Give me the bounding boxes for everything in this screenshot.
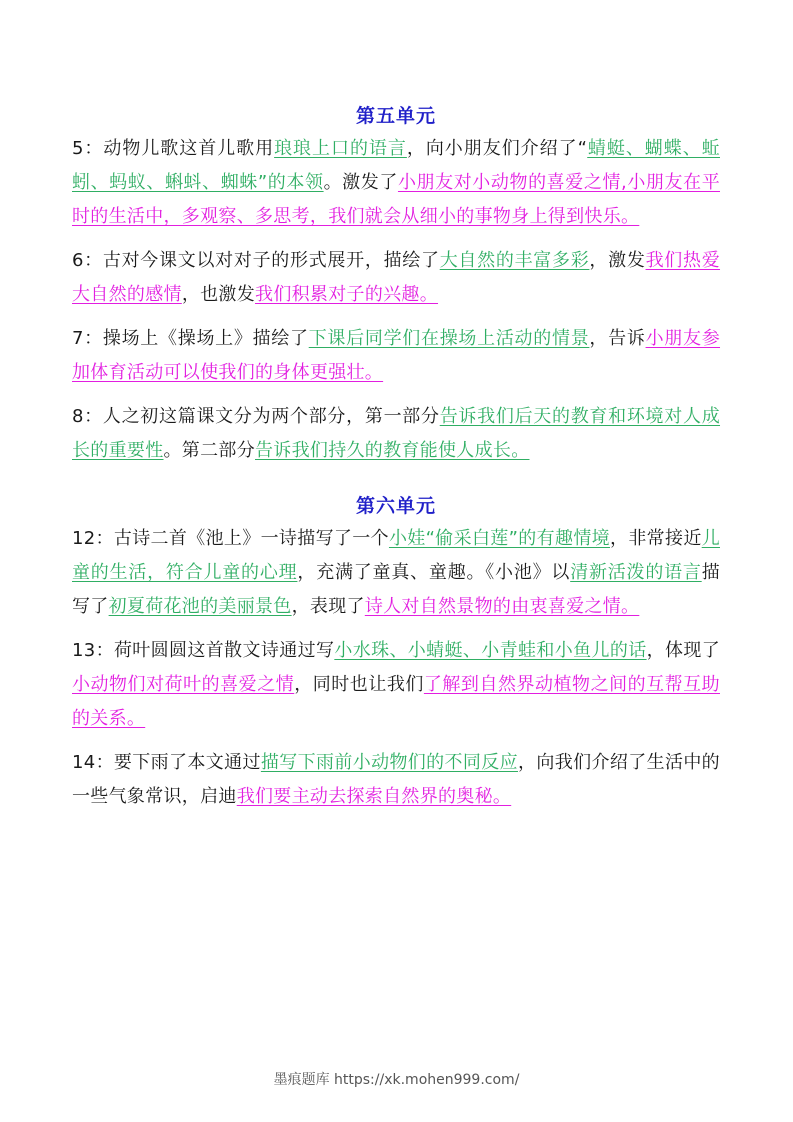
green-highlight-text: 清新活泼的语言	[570, 562, 702, 583]
body-text: 6：古对今课文以对对子的形式展开，描绘了	[72, 250, 440, 271]
unit-5-section	[72, 100, 720, 468]
green-highlight-text: 下课后同学们在操场上活动的情景	[308, 328, 590, 349]
magenta-highlight-text: 我们积累对子的兴趣。	[255, 284, 439, 305]
body-text: 12：古诗二首《池上》一诗描写了一个	[72, 528, 389, 549]
item-14-paragraph	[72, 746, 720, 814]
body-text: ，告诉	[589, 328, 646, 349]
green-highlight-text: 小娃“偷采白莲”的有趣情境	[388, 528, 610, 549]
item-6-paragraph	[72, 244, 720, 312]
magenta-highlight-text: 小朋友对小动物的喜爱之情,小朋友在平时的生活中，多观察、多思考，我们就会从细小的事物身上得到快乐。	[72, 172, 720, 227]
item-5-paragraph	[72, 132, 720, 234]
body-text: ，非常接近	[610, 528, 702, 549]
body-text: ，也激发	[181, 284, 256, 305]
body-text: ，向我们介绍了生活中的一些气象常识，启迪	[72, 752, 720, 807]
magenta-highlight-text: 诗人对自然景物的由衷喜爱之情。	[364, 596, 640, 617]
body-text: 7：操场上《操场上》描绘了	[72, 328, 309, 349]
unit-6-section	[72, 490, 720, 814]
item-13-paragraph	[72, 634, 720, 736]
body-text: 描写了	[72, 562, 720, 617]
magenta-highlight-text: 小朋友参加体育活动可以使我们的身体更强壮。	[72, 328, 721, 383]
magenta-highlight-text: 我们要主动去探索自然界的奥秘。	[236, 786, 512, 807]
body-text: 。激发了	[323, 172, 398, 193]
body-text: 8：人之初这篇课文分为两个部分，第一部分	[72, 406, 440, 427]
body-text: 14：要下雨了本文通过	[72, 752, 261, 773]
item-7-paragraph	[72, 322, 720, 390]
green-highlight-text: 初夏荷花池的美丽景色	[108, 596, 292, 617]
footer-watermark: 墨痕题库 https://xk.mohen999.com/	[273, 1072, 520, 1088]
green-highlight-text: 琅琅上口的语言	[274, 138, 407, 159]
green-highlight-text: 大自然的丰富多彩	[439, 250, 590, 271]
body-text: ，激发	[589, 250, 646, 271]
document-page	[72, 100, 720, 824]
green-highlight-text: 小水珠、小蜻蜓、小青蛙和小鱼儿的话	[334, 640, 647, 661]
unit-5-title: 第五单元	[355, 105, 436, 127]
body-text: ，体现了	[646, 640, 720, 661]
body-text: 13：荷叶圆圆这首散文诗通过写	[72, 640, 335, 661]
unit-6-title: 第六单元	[355, 495, 436, 517]
green-highlight-text: 描写下雨前小动物们的不同反应	[260, 752, 519, 773]
body-text: ，表现了	[291, 596, 365, 617]
body-text: ，向小朋友们介绍了“	[406, 138, 588, 159]
green-highlight-text: 蜻蜓、蝴蝶、蚯蚓、蚂蚁、蝌蚪、蜘蛛”的本领	[72, 138, 720, 193]
magenta-highlight-text: 小动物们对荷叶的喜爱之情	[72, 674, 295, 695]
body-text: ，同时也让我们	[294, 674, 424, 695]
item-8-paragraph	[72, 400, 720, 468]
green-highlight-text: 儿童的生活，符合儿童的心理	[72, 528, 720, 583]
magenta-highlight-text: 了解到自然界动植物之间的互帮互助的关系。	[72, 674, 720, 729]
body-text: ，充满了童真、童趣。《小池》以	[297, 562, 571, 583]
magenta-highlight-text: 我们热爱大自然的感情	[72, 250, 721, 305]
body-text: 。第二部分	[163, 440, 255, 461]
green-highlight-text: 告诉我们持久的教育能使人成长。	[255, 440, 530, 461]
green-highlight-text: 告诉我们后天的教育和环境对人成长的重要性	[72, 406, 721, 461]
body-text: 5：动物儿歌这首儿歌用	[72, 138, 275, 159]
item-12-paragraph	[72, 522, 720, 624]
